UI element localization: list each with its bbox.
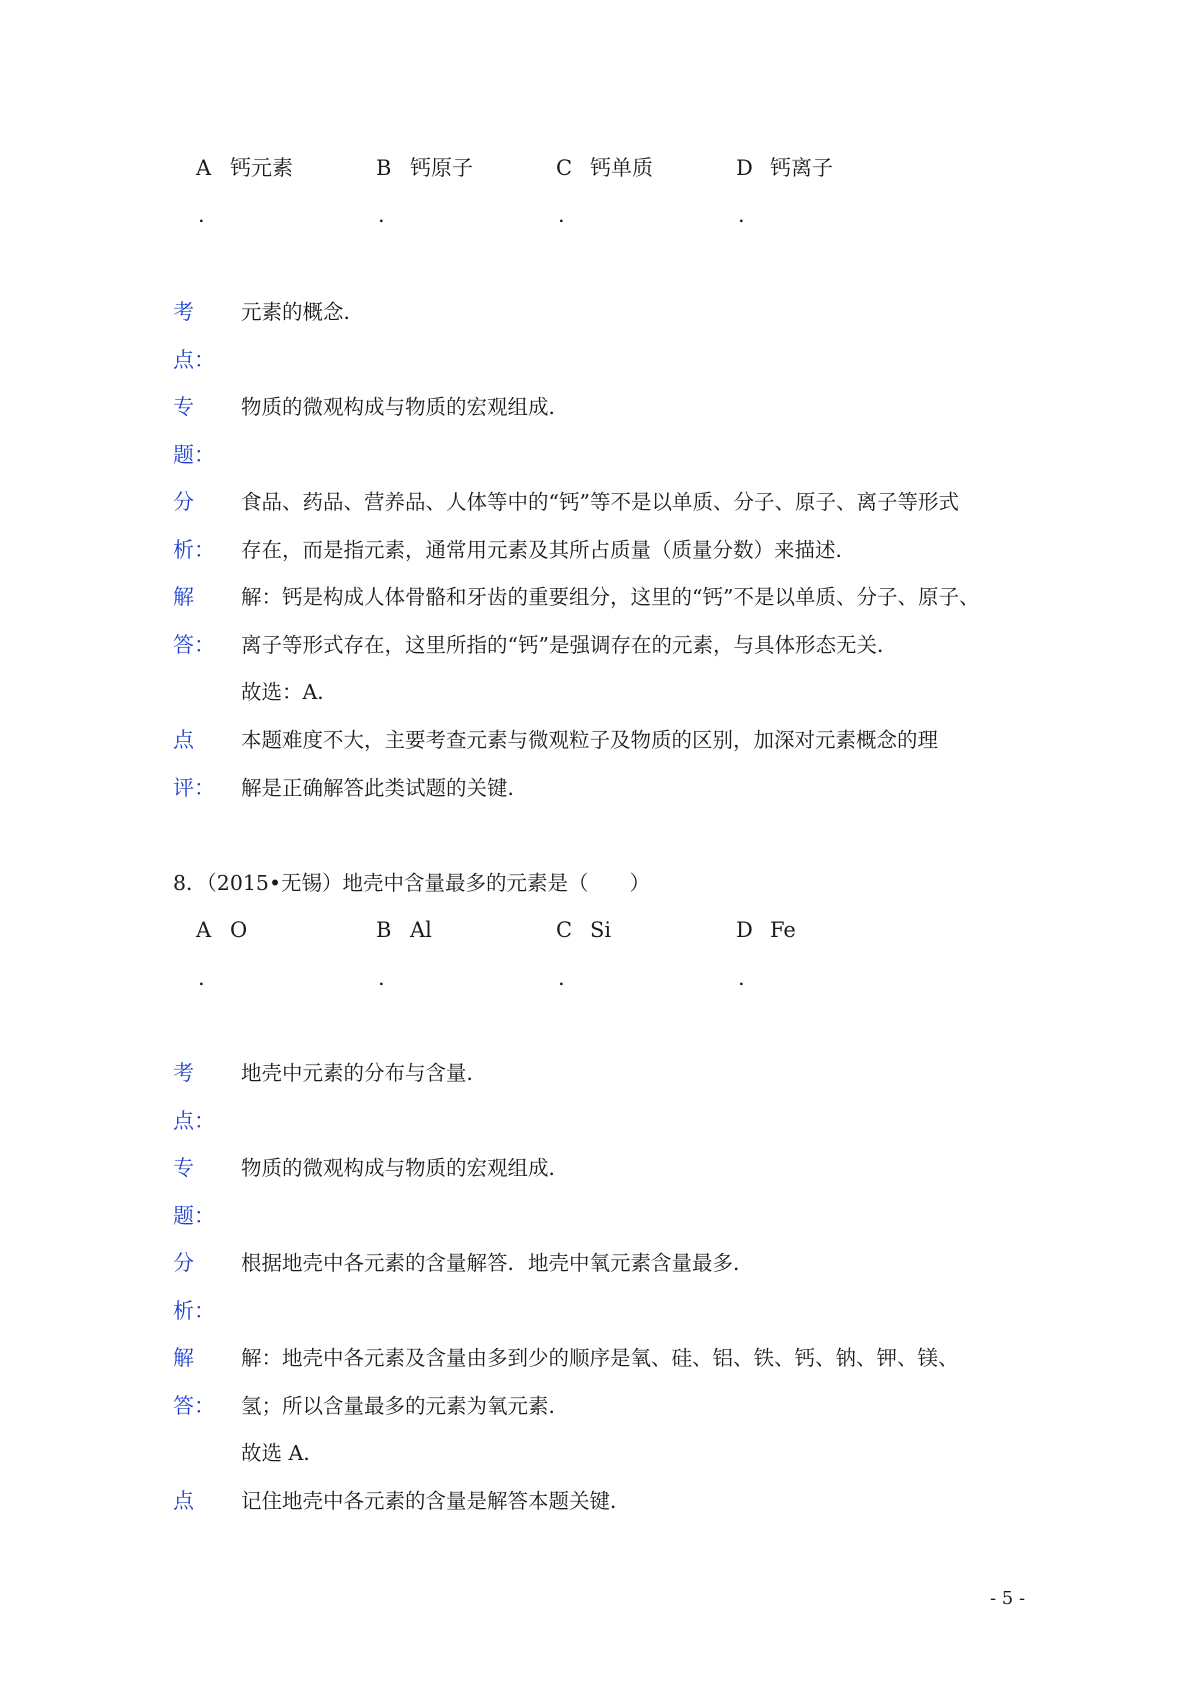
q7-option-c-dot: . (558, 203, 565, 227)
q7-fenxi-label-1: 分 (173, 490, 194, 514)
q7-fenxi-label-2: 析： (173, 538, 215, 562)
q8-option-d-letter: D (736, 918, 753, 942)
q7-dianping-line-1: 本题难度不大，主要考查元素与微观粒子及物质的区别，加深对元素概念的理 (241, 728, 938, 752)
q7-jieda-line-1: 解：钙是构成人体骨骼和牙齿的重要组分，这里的“钙”不是以单质、分子、原子、 (241, 585, 980, 609)
q7-fenxi-line-1: 食品、药品、营养品、人体等中的“钙”等不是以单质、分子、原子、离子等形式 (241, 490, 959, 514)
q7-option-d-letter: D (736, 156, 753, 180)
q8-fenxi-label-1: 分 (173, 1251, 194, 1275)
q7-zhuanti-label-2: 题： (173, 443, 215, 467)
q7-option-a-dot: . (198, 203, 205, 227)
q8-zhuanti-label-2: 题： (173, 1204, 215, 1228)
q8-option-c-text: Si (590, 918, 612, 942)
q8-jieda-label-1: 解 (173, 1346, 194, 1370)
q7-option-a-letter: A (196, 156, 212, 180)
q7-zhuanti-text: 物质的微观构成与物质的宏观组成． (241, 395, 569, 419)
q8-option-d-text: Fe (770, 918, 796, 942)
q7-option-b-text: 钙原子 (410, 156, 473, 180)
q8-option-c-letter: C (556, 918, 573, 942)
q8-kaodian-label-1: 考 (173, 1061, 194, 1085)
q8-jieda-label-2: 答： (173, 1394, 215, 1418)
q8-zhuanti-text: 物质的微观构成与物质的宏观组成． (241, 1156, 569, 1180)
q7-kaodian-label-2: 点： (173, 348, 215, 372)
q8-option-b-dot: . (378, 966, 385, 990)
q7-dianping-label-2: 评： (173, 776, 215, 800)
q7-fenxi-line-2: 存在，而是指元素，通常用元素及其所占质量（质量分数）来描述． (241, 538, 856, 562)
q8-jieda-line-1: 解：地壳中各元素及含量由多到少的顺序是氧、硅、铝、铁、钙、钠、钾、镁、 (241, 1346, 959, 1370)
q8-jieda-line-2: 氢；所以含量最多的元素为氧元素． (241, 1394, 569, 1418)
q7-jieda-label-1: 解 (173, 585, 194, 609)
q7-option-a-text: 钙元素 (230, 156, 293, 180)
q7-dianping-line-2: 解是正确解答此类试题的关键． (241, 776, 528, 800)
q7-option-b-dot: . (378, 203, 385, 227)
q7-jieda-label-2: 答： (173, 633, 215, 657)
q8-kaodian-label-2: 点： (173, 1109, 215, 1133)
q8-dianping-text: 记住地壳中各元素的含量是解答本题关键． (241, 1489, 631, 1513)
q8-option-d-dot: . (738, 966, 745, 990)
q7-option-c-letter: C (556, 156, 573, 180)
page-number: - 5 - (990, 1588, 1026, 1609)
q8-fenxi-label-2: 析： (173, 1299, 215, 1323)
q7-option-d-dot: . (738, 203, 745, 227)
q8-dianping-label-1: 点 (173, 1489, 194, 1513)
q8-zhuanti-label-1: 专 (173, 1156, 194, 1180)
q8-fenxi-text: 根据地壳中各元素的含量解答．地壳中氧元素含量最多． (241, 1251, 754, 1275)
q8-jieda-line-3: 故选 A． (241, 1441, 324, 1465)
q7-dianping-label-1: 点 (173, 728, 194, 752)
q7-option-c-text: 钙单质 (590, 156, 653, 180)
q7-jieda-line-3: 故选：A． (241, 680, 338, 704)
q8-option-b-text: Al (410, 918, 432, 942)
q8-kaodian-text: 地壳中元素的分布与含量． (241, 1061, 487, 1085)
q7-kaodian-label-1: 考 (173, 300, 194, 324)
q7-jieda-line-2: 离子等形式存在，这里所指的“钙”是强调存在的元素，与具体形态无关． (241, 633, 898, 657)
q8-option-c-dot: . (558, 966, 565, 990)
q8-option-a-dot: . (198, 966, 205, 990)
q7-option-b-letter: B (376, 156, 392, 180)
q8-option-a-text: O (230, 918, 248, 942)
q8-option-a-letter: A (196, 918, 212, 942)
q7-kaodian-text: 元素的概念． (241, 300, 364, 324)
q7-zhuanti-label-1: 专 (173, 395, 194, 419)
q8-option-b-letter: B (376, 918, 392, 942)
q7-option-d-text: 钙离子 (770, 156, 833, 180)
q8-question: 8．（2015•无锡）地壳中含量最多的元素是（ ） (173, 871, 651, 895)
